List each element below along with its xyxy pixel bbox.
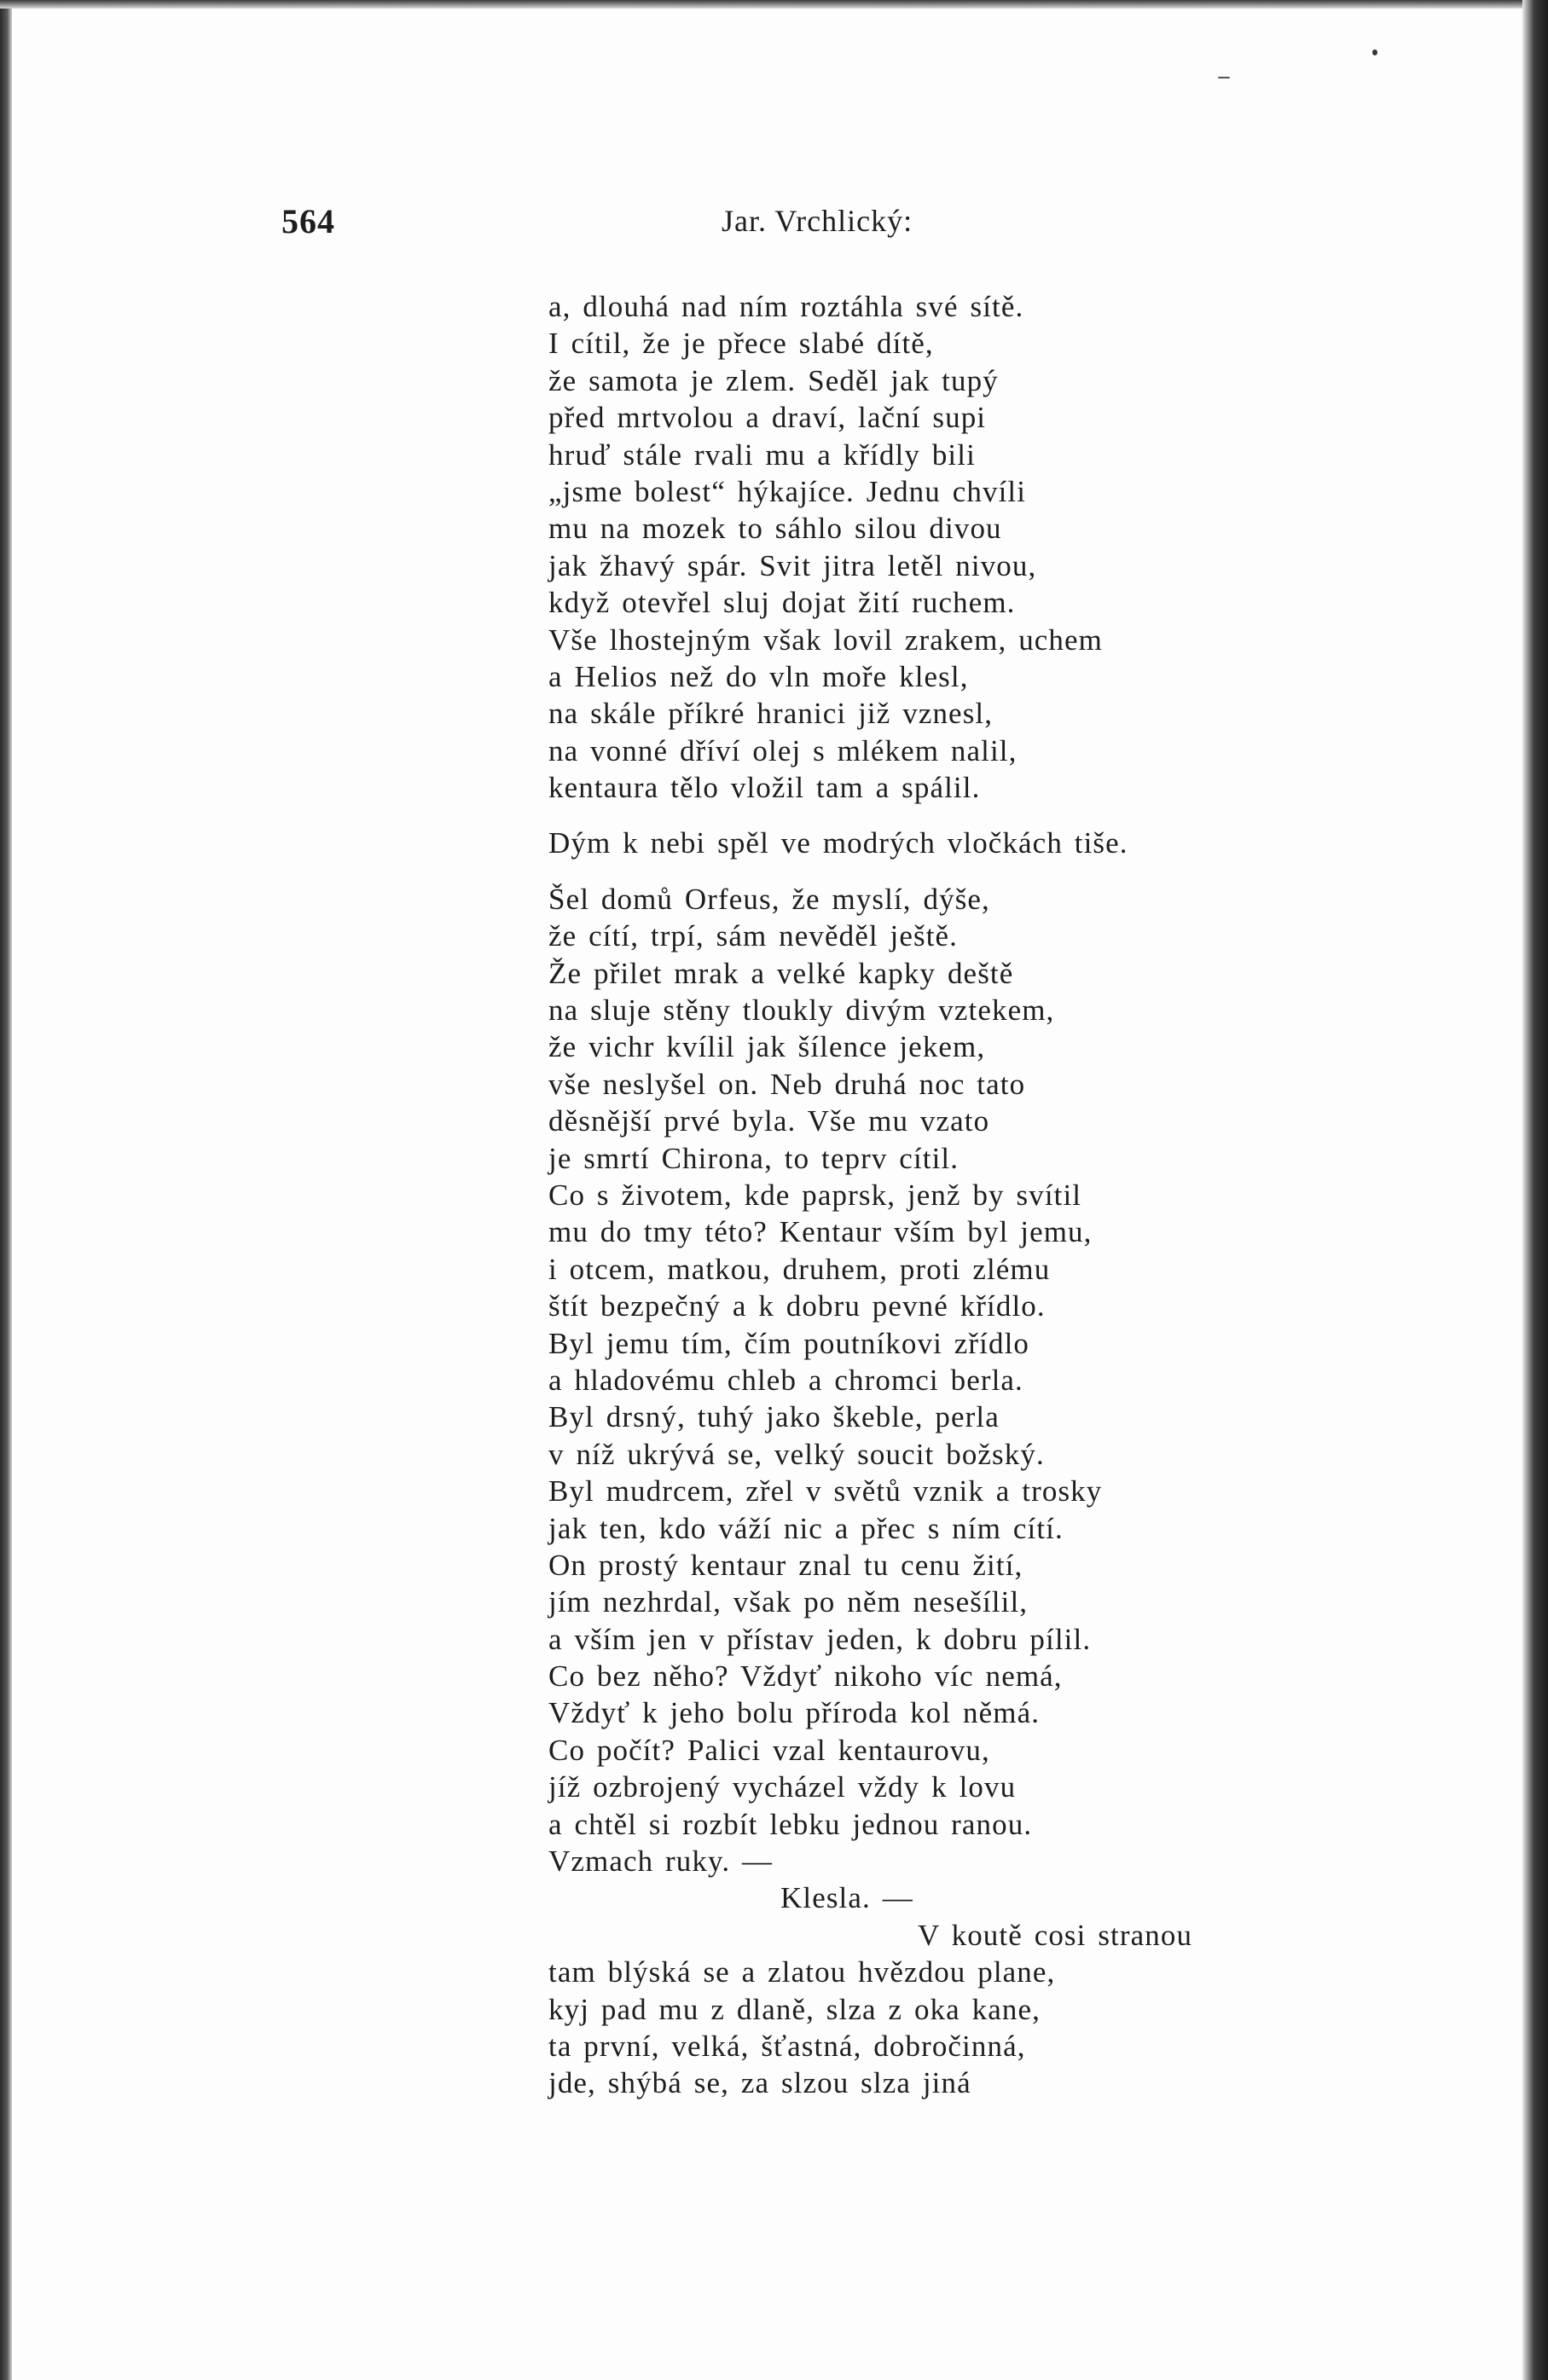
- stanza-3: [548, 881, 1418, 2102]
- verse-line: na skále příkré hranici již vznesl,: [548, 697, 994, 731]
- verse-line: Že přilet mrak a velké kapky deště: [548, 956, 1014, 990]
- verse-line: Byl mudrcem, zřel v světů vznik a trosky: [548, 1474, 1103, 1508]
- verse-line: před mrtvolou a draví, lační supi: [548, 401, 987, 435]
- verse-line: je smrtí Chirona, to teprv cítil.: [548, 1141, 960, 1175]
- verse-line: On prostý kentaur znal tu cenu žití,: [548, 1548, 1023, 1582]
- verse-line: a chtěl si rozbít lebku jednou ranou.: [548, 1807, 1033, 1841]
- verse-line: že samota je zlem. Seděl jak tupý: [548, 363, 999, 397]
- verse-line: děsnější prvé byla. Vše mu vzato: [548, 1104, 990, 1138]
- verse-line: na sluje stěny tloukly divým vztekem,: [548, 993, 1055, 1028]
- scan-edge-left: [0, 0, 12, 2380]
- verse-line: jak ten, kdo váží nic a přec s ním cítí.: [548, 1511, 1064, 1545]
- verse-line: Šel domů Orfeus, že myslí, dýše,: [548, 882, 990, 916]
- verse-line: a vším jen v přístav jeden, k dobru pílil.: [548, 1622, 1092, 1656]
- verse-line: jíž ozbrojený vycházel vždy k lovu: [548, 1770, 1017, 1804]
- verse-line: kentaura tělo vložil tam a spálil.: [548, 771, 981, 805]
- verse-line: hruď stále rvali mu a křídly bili: [548, 437, 976, 472]
- scan-edge-top: [0, 0, 1548, 9]
- verse-line: na vonné dříví olej s mlékem nalil,: [548, 733, 1018, 767]
- verse-line: a, dlouhá nad ním roztáhla své sítě.: [548, 290, 1024, 323]
- verse-line: Co počít? Palici vzal kentaurovu,: [548, 1733, 990, 1767]
- stanza-1: [548, 288, 1418, 806]
- verse-line: Vše lhostejným však lovil zrakem, uchem: [548, 623, 1103, 657]
- verse-line: v níž ukrývá se, velký soucit božský.: [548, 1437, 1045, 1471]
- verse-line: že cítí, trpí, sám nevěděl ještě.: [548, 919, 959, 953]
- verse-line: Vzmach ruky. —: [548, 1844, 774, 1879]
- verse-line: jde, shýbá se, za slzou slza jiná: [548, 2066, 971, 2100]
- verse-line-indented: V koutě cosi stranou: [918, 1918, 1193, 1952]
- running-head: Jar. Vrchlický:: [722, 204, 913, 238]
- verse-line: mu na mozek to sáhlo silou divou: [548, 512, 1002, 546]
- verse-line: „jsme bolest“ hýkajíce. Jednu chvíli: [548, 474, 1027, 508]
- verse-line: vše neslyšel on. Neb druhá noc tato: [548, 1067, 1026, 1101]
- verse-line: ta první, velká, šťastná, dobročinná,: [548, 2029, 1026, 2063]
- verse-line: že vichr kvílil jak šílence jekem,: [548, 1030, 986, 1064]
- scan-speck: [1218, 77, 1230, 78]
- verse-line: mu do tmy této? Kentaur vším byl jemu,: [548, 1215, 1093, 1249]
- verse-line: Vždyť k jeho bolu příroda kol němá.: [548, 1696, 1041, 1730]
- page-header: [281, 201, 1134, 252]
- verse-line: i otcem, matkou, druhem, proti zlému: [548, 1252, 1051, 1286]
- scan-edge-right: [1522, 0, 1548, 2380]
- verse-line: Byl jemu tím, čím poutníkovi zřídlo: [548, 1326, 1030, 1360]
- verse-line: štít bezpečný a k dobru pevné křídlo.: [548, 1289, 1046, 1323]
- verse-line: a Helios než do vln moře klesl,: [548, 659, 969, 693]
- verse-line: když otevřel sluj dojat žití ruchem.: [548, 586, 1016, 620]
- verse-line: jak žhavý spár. Svit jitra letěl nivou,: [548, 548, 1037, 582]
- page-number: 564: [281, 202, 335, 240]
- poem-text: [548, 288, 1418, 2102]
- verse-line: Dým k nebi spěl ve modrých vločkách tiše.: [548, 826, 1128, 860]
- verse-line: Co s životem, kde paprsk, jenž by svítil: [548, 1178, 1082, 1212]
- verse-line: a hladovému chleb a chromci berla.: [548, 1363, 1023, 1397]
- verse-line: Co bez něho? Vždyť nikoho víc nemá,: [548, 1659, 1063, 1694]
- verse-line: jím nezhrdal, však po něm nesešílil,: [548, 1585, 1029, 1619]
- stanza-2: [548, 825, 1418, 861]
- verse-line: I cítil, že je přece slabé dítě,: [548, 327, 934, 361]
- verse-line-indented: Klesla. —: [780, 1881, 913, 1915]
- verse-line: kyj pad mu z dlaně, slza z oka kane,: [548, 1992, 1041, 2026]
- verse-line: tam blýská se a zlatou hvězdou plane,: [548, 1955, 1056, 1989]
- verse-line: Byl drsný, tuhý jako škeble, perla: [548, 1400, 1000, 1434]
- scan-speck: [1372, 49, 1377, 55]
